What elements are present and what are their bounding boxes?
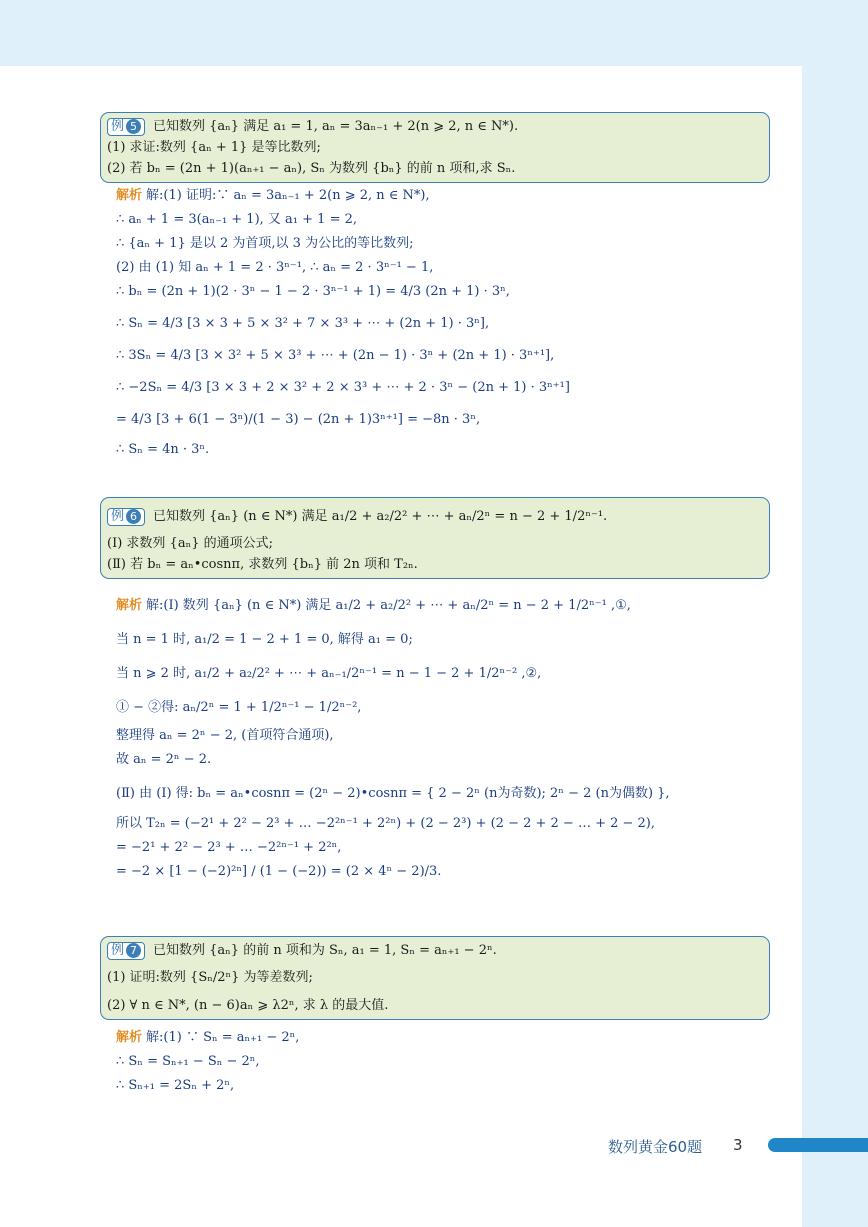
top-band [0,0,868,66]
solution-line: ∴ −2Sₙ = 4/3 [3 × 3 + 2 × 3² + 2 × 3³ + ⋯ + 2 · 3ⁿ − (2n + 1) · 3ⁿ⁺¹] [116,380,570,395]
problem-line: 例 6 已知数列 {aₙ} (n ∈ N*) 满足 a₁/2 + a₂/2² + ⋯ + aₙ/2ⁿ = n − 2 + 1/2ⁿ⁻¹. [107,501,761,533]
example-6-box [100,497,770,579]
problem-line: (1) 证明:数列 {Sₙ/2ⁿ} 为等差数列; [107,970,313,985]
solution-line: 当 n ⩾ 2 时, a₁/2 + a₂/2² + ⋯ + aₙ₋₁/2ⁿ⁻¹ = n − 1 − 2 + 1/2ⁿ⁻² ,②, [116,666,542,681]
example-5-solution [116,186,776,464]
solution-line: = 4/3 [3 + 6(1 − 3ⁿ)/(1 − 3) − (2n + 1)3ⁿ⁺¹] = −8n · 3ⁿ, [116,412,481,427]
solution-line: ∴ {aₙ + 1} 是以 2 为首项,以 3 为公比的等比数列; [116,236,414,251]
solution-line: 解析 解:(1) ∵ Sₙ = aₙ₊₁ − 2ⁿ, [116,1030,300,1045]
example-5-box [100,112,770,183]
example-6-solution [116,596,776,886]
solution-line: ∴ Sₙ = 4n · 3ⁿ. [116,442,210,457]
solution-line: = −2 × [1 − (−2)²ⁿ] / (1 − (−2)) = (2 × 4ⁿ − 2)/3. [116,864,442,879]
problem-line: (2) ∀ n ∈ N*, (n − 6)aₙ ⩾ λ2ⁿ, 求 λ 的最大值. [107,998,389,1013]
solution-line: ∴ bₙ = (2n + 1)(2 · 3ⁿ − 1 − 2 · 3ⁿ⁻¹ + 1) = 4/3 (2n + 1) · 3ⁿ, [116,284,510,299]
solution-line: ∴ 3Sₙ = 4/3 [3 × 3² + 5 × 3³ + ⋯ + (2n − 1) · 3ⁿ + (2n + 1) · 3ⁿ⁺¹], [116,348,555,363]
footer-title: 数列黄金60题 [608,1138,703,1156]
example-7-solution [116,1028,776,1100]
problem-line: 例 5 已知数列 {aₙ} 满足 a₁ = 1, aₙ = 3aₙ₋₁ + 2(n ⩾ 2, n ∈ N*). [107,116,761,137]
example-tag: 例 5 [107,118,145,136]
problem-line: (Ⅰ) 求数列 {aₙ} 的通项公式; [107,536,273,551]
problem-line: (2) 若 bₙ = (2n + 1)(aₙ₊₁ − aₙ), Sₙ 为数列 {bₙ} 的前 n 项和,求 Sₙ. [107,161,516,176]
example-tag: 例 6 [107,508,145,526]
solution-line: 解析 解:(1) 证明:∵ aₙ = 3aₙ₋₁ + 2(n ⩾ 2, n ∈ N*), [116,188,430,203]
problem-line: (1) 求证:数列 {aₙ + 1} 是等比数列; [107,140,321,155]
page-number: 3 [733,1136,743,1154]
solution-line: 故 aₙ = 2ⁿ − 2. [116,752,212,767]
solution-line: (Ⅱ) 由 (Ⅰ) 得: bₙ = aₙ•cosnπ = (2ⁿ − 2)•cosnπ = { 2 − 2ⁿ (n为奇数); 2ⁿ − 2 (n为偶数) }, [116,786,670,801]
solution-line: 解析 解:(Ⅰ) 数列 {aₙ} (n ∈ N*) 满足 a₁/2 + a₂/2² + ⋯ + aₙ/2ⁿ = n − 2 + 1/2ⁿ⁻¹ ,①, [116,598,631,613]
solution-line: 整理得 aₙ = 2ⁿ − 2, (首项符合通项), [116,728,334,743]
solution-line: = −2¹ + 2² − 2³ + … −2²ⁿ⁻¹ + 2²ⁿ, [116,840,342,855]
solution-line: ∴ Sₙ₊₁ = 2Sₙ + 2ⁿ, [116,1078,235,1093]
solution-line: ∴ Sₙ = Sₙ₊₁ − Sₙ − 2ⁿ, [116,1054,260,1069]
example-tag: 例 7 [107,942,145,960]
solution-line: 所以 T₂ₙ = (−2¹ + 2² − 2³ + … −2²ⁿ⁻¹ + 2²ⁿ) + (2 − 2³) + (2 − 2 + 2 − … + 2 − 2), [116,816,656,831]
solution-line: ① − ②得: aₙ/2ⁿ = 1 + 1/2ⁿ⁻¹ − 1/2ⁿ⁻², [116,700,362,715]
solution-line: ∴ aₙ + 1 = 3(aₙ₋₁ + 1), 又 a₁ + 1 = 2, [116,212,358,227]
page-accent-bar [768,1138,868,1152]
example-7-box [100,936,770,1020]
right-band [802,0,868,1227]
solution-line: ∴ Sₙ = 4/3 [3 × 3 + 5 × 3² + 7 × 3³ + ⋯ + (2n + 1) · 3ⁿ], [116,316,490,331]
solution-line: 当 n = 1 时, a₁/2 = 1 − 2 + 1 = 0, 解得 a₁ = 0; [116,632,413,647]
problem-line: (Ⅱ) 若 bₙ = aₙ•cosnπ, 求数列 {bₙ} 前 2n 项和 T₂ₙ. [107,557,418,572]
solution-line: (2) 由 (1) 知 aₙ + 1 = 2 · 3ⁿ⁻¹, ∴ aₙ = 2 · 3ⁿ⁻¹ − 1, [116,260,434,275]
problem-line: 例 7 已知数列 {aₙ} 的前 n 项和为 Sₙ, a₁ = 1, Sₙ = aₙ₊₁ − 2ⁿ. [107,940,761,961]
